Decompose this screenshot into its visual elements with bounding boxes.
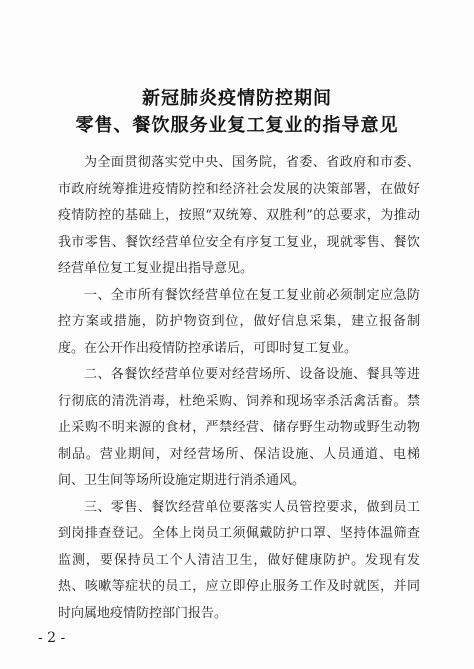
paragraph-preamble: 为全面贯彻落实党中央、国务院，省委、省政府和市委、市政府统筹推进疫情防控和经济社会发展的决策部署，在做好疫情防控的基础上，按照“双统筹、双胜利”的总要求，为推动我市零售、餐饮经营单位安全有序复工复业，现就零售、餐饮经营单位复工复业提出指导意见。	[58, 155, 420, 276]
document-title-line2: 零售、餐饮服务业复工复业的指导意见	[75, 115, 399, 136]
document-body	[58, 150, 420, 627]
page-number: - 2 -	[38, 630, 66, 646]
document-title-line1: 新冠肺炎疫情防控期间	[142, 88, 332, 109]
paragraph-item-2: 二、各餐饮经营单位要对经营场所、设备设施、餐具等进行彻底的清洗消毒，杜绝采购、饲养和现场宰杀活禽活畜。禁止采购不明来源的食材，严禁经营、储存野生动物或野生动物制品。营业期间，对经营场所、保洁设施、人员通道、电梯间、卫生间等场所设施定期进行消杀通风。	[58, 367, 420, 488]
paragraph-item-3: 三、零售、餐饮经营单位要落实人员管控要求，做到员工到岗排查登记。全体上岗员工须佩戴防护口罩、坚持体温筛查监测，要保持员工个人清洁卫生，做好健康防护。发现有发热、咳嗽等症状的员工，应立即停止服务工作及时就医，并同时向属地疫情防控部门报告。	[58, 499, 420, 621]
paragraph-item-1: 一、全市所有餐饮经营单位在复工复业前必须制定应急防控方案或措施，防护物资到位，做好信息采集，建立报备制度。在公开作出疫情防控承诺后，可即时复工复业。	[58, 287, 420, 356]
